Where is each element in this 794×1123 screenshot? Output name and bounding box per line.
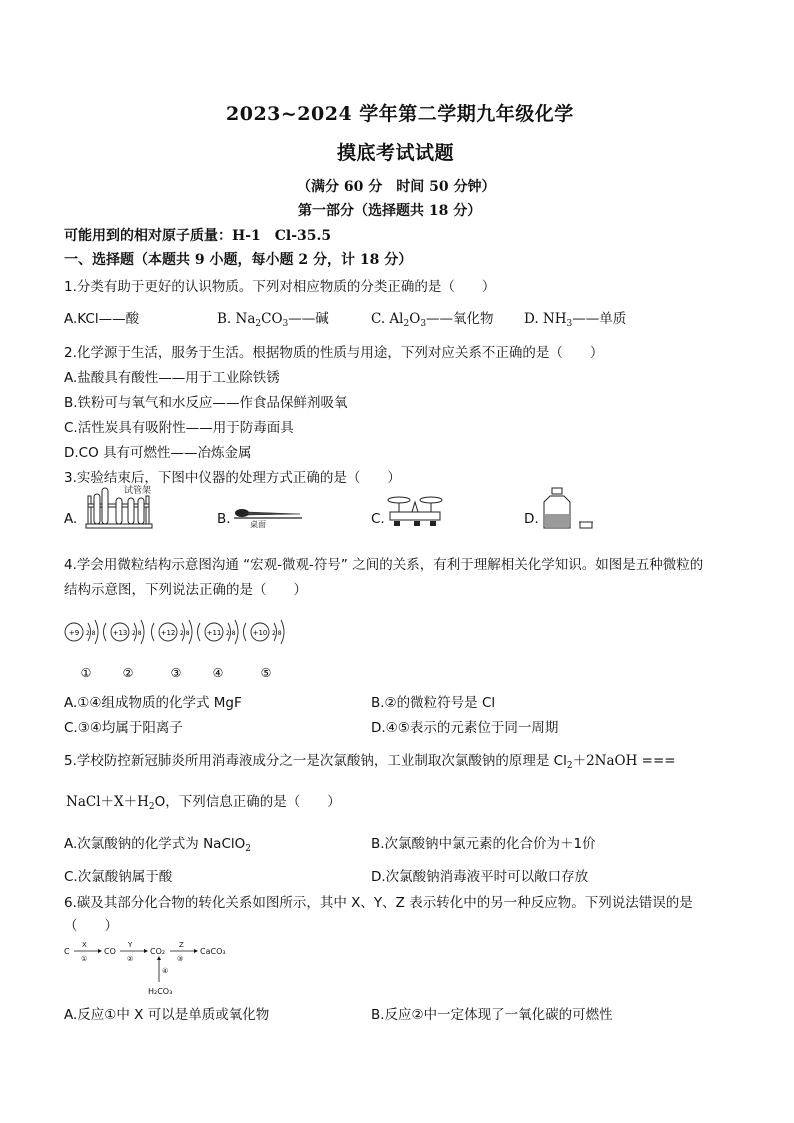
q1-d-post: ——单质	[572, 311, 627, 327]
table-label: 桌面	[250, 520, 266, 529]
atom-diagram-4	[198, 620, 239, 644]
score-time: （满分 60 分 时间 50 分钟）	[297, 179, 496, 195]
q2-option-c: C.活性炭具有吸附性——用于防毒面具	[64, 420, 294, 436]
q5-cl-sub: 2	[566, 761, 573, 771]
q1-option-d	[524, 307, 626, 327]
atom1-nucleus: +9	[68, 629, 80, 637]
atom3-number: ③	[170, 666, 182, 680]
node-co2: CO₂	[150, 947, 166, 956]
label-z: Z	[179, 941, 184, 949]
carbon-conversion-diagram	[62, 936, 252, 998]
q5-a-sub: 2	[245, 844, 251, 854]
q5-a-text: A.次氯酸钠的化学式为 NaClO	[64, 836, 246, 852]
atom2-shells: 2 8	[132, 630, 142, 637]
node-co: CO	[104, 947, 116, 956]
exam-title: 2023~2024 学年第二学期九年级化学	[226, 103, 574, 125]
q5-stem-line2	[66, 790, 341, 810]
node-caco3: CaCO₃	[200, 947, 226, 956]
q5-option-b: B.次氯酸钠中氯元素的化合价为＋1价	[371, 836, 596, 852]
q1-d-pre: D. NH	[524, 311, 567, 327]
atom5-shells: 2 8	[272, 630, 282, 637]
q6-option-a: A.反应①中 X 可以是单质或氧化物	[64, 1007, 270, 1023]
q1-b-sub2: 3	[282, 319, 289, 329]
label-y: Y	[128, 941, 133, 949]
q3-option-a-label: A.	[64, 511, 78, 527]
q5-option-c: C.次氯酸钠属于酸	[64, 869, 173, 885]
atom-diagram-3	[152, 620, 193, 644]
q6-stem-line2: （ ）	[64, 918, 118, 934]
q3-option-c-label: C.	[371, 511, 385, 527]
q6-stem-line1: 6.碳及其部分化合物的转化关系如图所示，其中 X、Y、Z 表示转化中的另一种反应物。下列说法错误的是	[64, 895, 693, 911]
q4-stem-line2: 结构示意图，下列说法正确的是（ ）	[64, 582, 307, 598]
q1-c-sub2: 3	[420, 319, 427, 329]
atom4-shells: 2 8	[226, 630, 236, 637]
q1-option-b	[217, 307, 329, 327]
q1-b-pre: B. Na	[217, 311, 256, 327]
q5-option-d: D.次氯酸钠消毒液平时可以敞口存放	[371, 869, 589, 885]
atom5-nucleus: +10	[252, 629, 268, 637]
atom1-shells: 2 8	[86, 630, 96, 637]
q6-option-b: B.反应②中一定体现了一氧化碳的可燃性	[371, 1007, 613, 1023]
q1-d-sub: 3	[566, 319, 573, 329]
q1-option-a: A.KCl——酸	[64, 311, 140, 327]
q3-option-d-label: D.	[524, 511, 539, 527]
atom-structure-diagrams	[60, 608, 290, 680]
q1-c-post: ——氧化物	[426, 311, 494, 327]
atom2-nucleus: +13	[112, 629, 128, 637]
atom4-number: ④	[212, 666, 224, 680]
reagent-bottle-icon	[540, 486, 596, 530]
q1-stem: 1.分类有助于更好的认识物质。下列对相应物质的分类正确的是（ ）	[64, 279, 496, 295]
label-x: X	[82, 941, 87, 949]
atom-diagram-5	[244, 620, 285, 644]
step-4: ④	[162, 967, 169, 975]
q5-option-a	[64, 832, 251, 852]
q4-option-a: A.①④组成物质的化学式 MgF	[64, 695, 242, 711]
q5-stem-line2-pre: NaCl＋X＋H	[66, 794, 149, 810]
exam-subtitle: 摸底考试试题	[337, 142, 455, 164]
step-2: ②	[127, 955, 134, 963]
step-1: ①	[81, 955, 88, 963]
atom-diagram-2	[104, 620, 145, 644]
q5-h2o-sub: 2	[148, 802, 155, 812]
node-c: C	[64, 947, 70, 956]
q3-option-b-label: B.	[217, 511, 231, 527]
q1-b-sub: 2	[255, 319, 262, 329]
balance-scale-icon	[384, 490, 446, 530]
q1-c-sub: 2	[403, 319, 410, 329]
q5-stem-line2-post: O，下列信息正确的是（ ）	[154, 794, 341, 810]
q2-stem: 2.化学源于生活，服务于生活。根据物质的性质与用途，下列对应关系不正确的是（ ）	[64, 345, 604, 361]
node-h2co3: H₂CO₃	[148, 987, 173, 996]
q4-option-d: D.④⑤表示的元素位于同一周期	[371, 720, 559, 736]
q1-c-mid: O	[409, 311, 421, 327]
atom3-nucleus: +12	[160, 629, 176, 637]
step-3: ③	[177, 955, 184, 963]
q4-stem-line1: 4.学会用微粒结构示意图沟通 “宏观-微观-符号” 之间的关系，有利于理解相关化学知识。如图是五种微粒的	[64, 557, 704, 573]
q2-option-a: A.盐酸具有酸性——用于工业除铁锈	[64, 370, 280, 386]
rack-label: 试管架	[124, 486, 152, 496]
q1-c-pre: C. Al	[371, 311, 404, 327]
q4-option-c: C.③④均属于阳离子	[64, 720, 183, 736]
dropper-on-table-icon	[232, 505, 304, 529]
atom-diagram-1	[65, 620, 98, 644]
atom2-number: ②	[122, 666, 134, 680]
q3-stem: 3.实验结束后，下图中仪器的处理方式正确的是（ ）	[64, 470, 401, 486]
section-heading: 一、选择题（本题共 9 小题，每小题 2 分，计 18 分）	[64, 252, 413, 268]
atomic-mass-line: 可能用到的相对原子质量：H-1 Cl-35.5	[64, 228, 332, 244]
atom4-nucleus: +11	[206, 629, 222, 637]
atom5-number: ⑤	[260, 666, 272, 680]
part-heading: 第一部分（选择题共 18 分）	[298, 203, 482, 219]
q4-option-b: B.②的微粒符号是 Cl	[371, 695, 496, 711]
q2-option-d: D.CO 具有可燃性——冶炼金属	[64, 445, 252, 461]
q1-b-mid: CO	[261, 311, 283, 327]
test-tube-rack-icon	[80, 484, 160, 530]
q2-option-b: B.铁粉可与氧气和水反应——作食品保鲜剂吸氧	[64, 395, 348, 411]
atom1-number: ①	[80, 666, 92, 680]
atom3-shells: 2 8	[180, 630, 190, 637]
q5-stem-line1-post: ＋2NaOH ===	[572, 753, 676, 769]
q1-option-c	[371, 307, 494, 327]
q5-stem-line1-text: 5.学校防控新冠肺炎所用消毒液成分之一是次氯酸钠，工业制取次氯酸钠的原理是 Cl	[64, 753, 567, 769]
q1-b-post: ——碱	[288, 311, 329, 327]
q5-stem-line1	[64, 749, 676, 769]
